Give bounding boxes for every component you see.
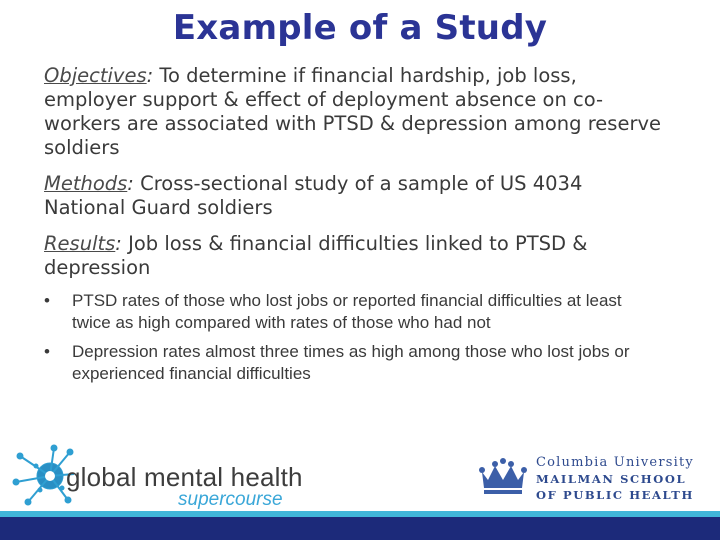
columbia-crown-icon — [478, 458, 528, 496]
gmh-logo-main-text: global mental health — [66, 462, 303, 492]
columbia-logo-line2: MAILMAN SCHOOL — [536, 472, 687, 486]
bullet-dot-icon: • — [44, 342, 50, 361]
columbia-mailman-logo — [536, 455, 694, 502]
gmh-logo-sub-text: supercourse — [178, 489, 283, 510]
slide-title: Example of a Study — [172, 8, 548, 48]
slide-content — [44, 64, 664, 392]
columbia-logo-line3: OF PUBLIC HEALTH — [536, 488, 694, 502]
methods-paragraph — [44, 172, 664, 220]
methods-colon: : — [127, 172, 134, 195]
footer-bar — [0, 517, 720, 540]
objectives-colon: : — [146, 64, 154, 87]
methods-text: Cross-sectional study of a sample of US 4034 National Guard soldiers — [44, 172, 583, 219]
bullet-text: Depression rates almost three times as high among those who lost jobs or experienced financial difficulties — [72, 342, 630, 383]
objectives-text: To determine if financial hardship, job loss, employer support & effect of deployment absence on co-workers are associated with PTSD & depression among reserve soldiers — [44, 64, 662, 159]
list-item — [30, 290, 664, 334]
methods-label: Methods — [44, 172, 128, 195]
results-bullet-list — [30, 290, 664, 385]
results-paragraph — [44, 232, 664, 280]
results-label: Results — [44, 232, 116, 255]
columbia-logo-line1: Columbia University — [536, 455, 694, 470]
bullet-dot-icon: • — [44, 291, 50, 310]
objectives-label: Objectives — [44, 64, 147, 87]
results-colon: : — [115, 232, 122, 255]
results-text: Job loss & financial difficulties linked to PTSD & depression — [44, 232, 588, 279]
objectives-paragraph — [44, 64, 664, 160]
list-item — [30, 341, 664, 385]
bullet-text: PTSD rates of those who lost jobs or reported financial difficulties at least twice as high compared with rates of those who had not — [72, 291, 622, 332]
